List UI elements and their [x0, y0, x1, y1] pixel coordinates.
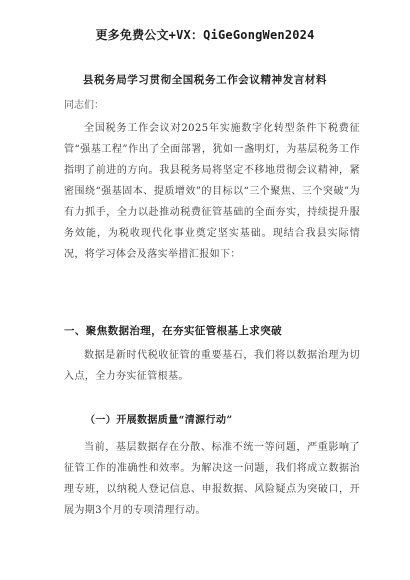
- subsection-heading-1: （一）开展数据质量“清源行动”: [85, 415, 233, 426]
- salutation: 同志们：: [64, 100, 104, 111]
- section-heading-1: 一、聚焦数据治理，在夯实征管根基上求突破: [64, 325, 282, 337]
- subsection-1-paragraph: 当前，基层数据存在分散、标准不统一等问题，严重影响了征管工作的准确性和效率。为解决这一问题，我们将成立数据治理专班，以纳税人登记信息、申报数据、风险疑点为突破口，开展为期3个月的专项清理行动。: [64, 442, 360, 516]
- document-title: 县税务局学习贯彻全国税务工作会议精神发言材料: [82, 74, 328, 86]
- section-1-paragraph: 数据是新时代税收征管的重要基石，我们将以数据治理为切入点，全力夯实征管根基。: [64, 350, 360, 382]
- intro-paragraph: 全国税务工作会议对2025年实施数字化转型条件下税费征管“强基工程”作出了全面部署，犹如一盏明灯，为基层税务工作指明了前进的方向。我县税务局将坚定不移地贯彻会议精神，紧密围绕“强基固本、提质增效”的目标以“三个聚焦、三个突破”为有力抓手，全力以赴推动税费征管基础的全面夯实，持续提升服务效能，为税收现代化事业奠定坚实基础。现结合我县实际情况，将学习体会及落实举措汇报如下：: [64, 123, 360, 260]
- promo-banner: 更多免费公文+VX：QiGeGongWen2024: [95, 28, 315, 42]
